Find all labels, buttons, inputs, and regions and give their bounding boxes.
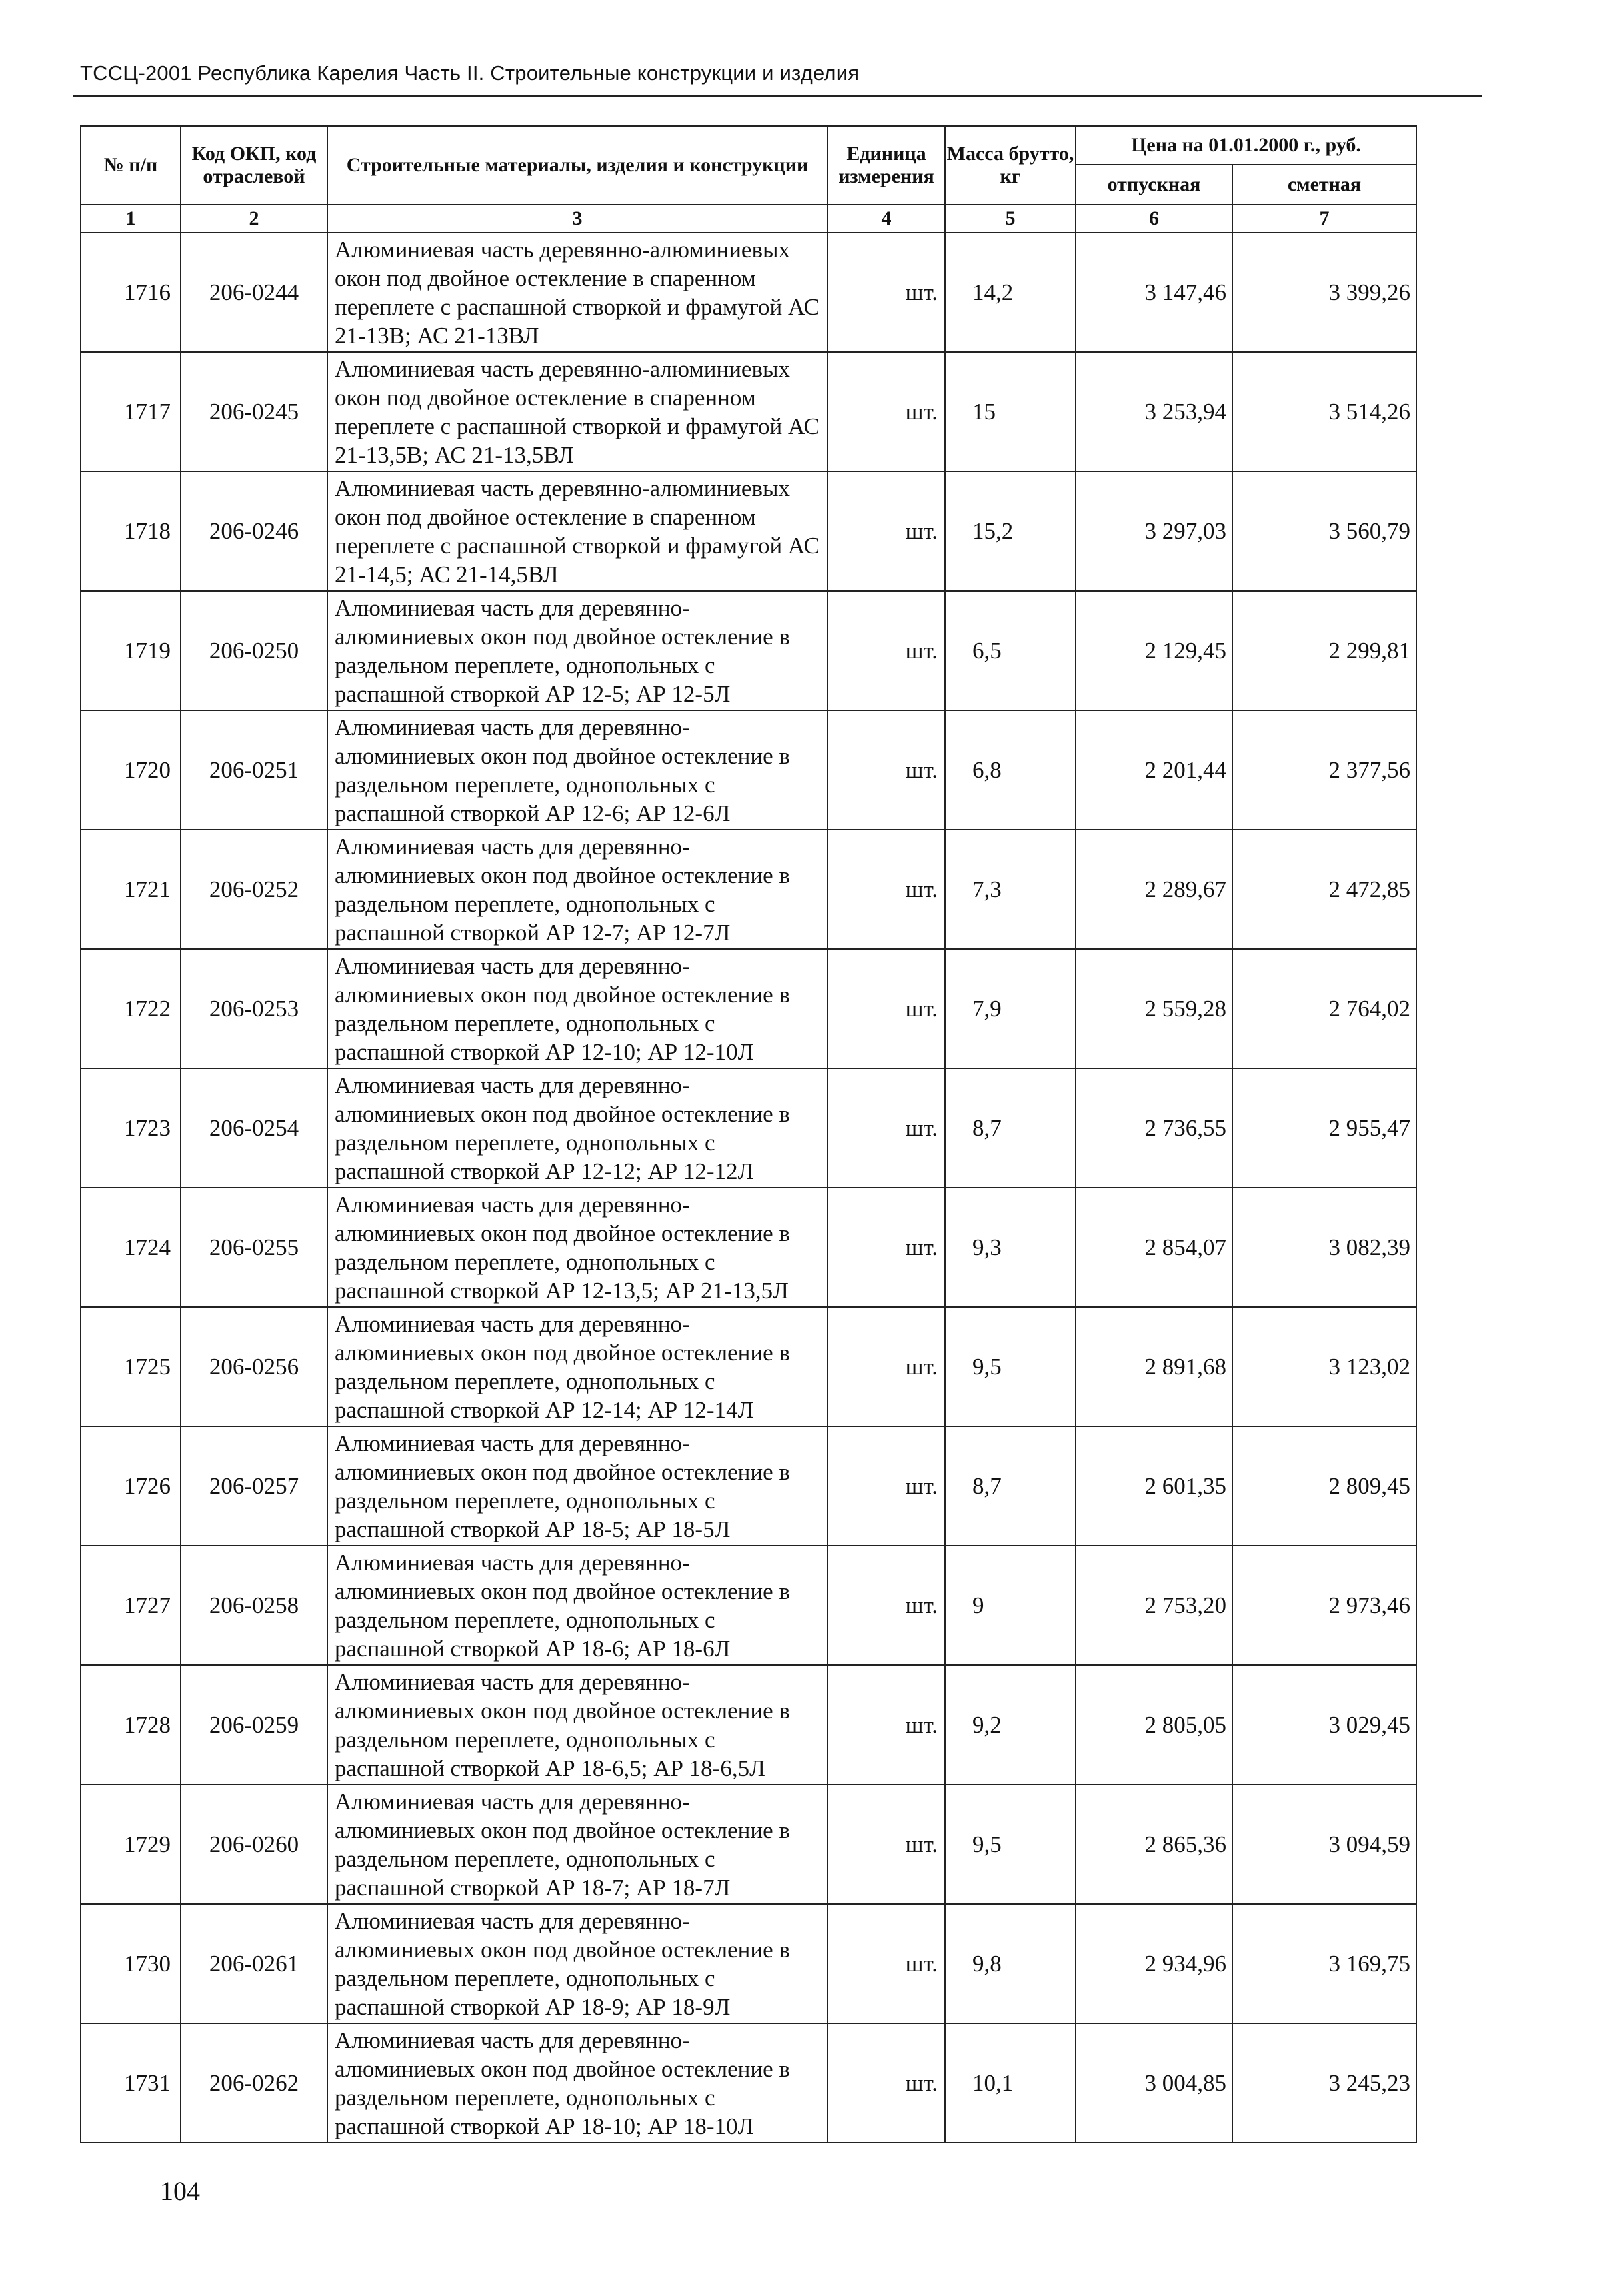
- okp-code: 206-0244: [181, 233, 327, 352]
- release-price: 3 147,46: [1076, 233, 1232, 352]
- column-number: 6: [1076, 205, 1232, 233]
- release-price: 2 201,44: [1076, 710, 1232, 830]
- release-price: 3 004,85: [1076, 2023, 1232, 2143]
- gross-mass: 9,3: [945, 1188, 1076, 1307]
- gross-mass: 9,8: [945, 1904, 1076, 2023]
- gross-mass: 9: [945, 1546, 1076, 1665]
- estimate-price: 3 094,59: [1232, 1785, 1416, 1904]
- okp-code: 206-0245: [181, 352, 327, 471]
- price-table: [80, 125, 1417, 2143]
- release-price: 2 934,96: [1076, 1904, 1232, 2023]
- column-number: 4: [828, 205, 945, 233]
- okp-code: 206-0253: [181, 949, 327, 1068]
- row-number: 1718: [81, 471, 181, 591]
- unit-of-measure: шт.: [828, 1665, 945, 1785]
- release-price: 2 736,55: [1076, 1068, 1232, 1188]
- unit-of-measure: шт.: [828, 830, 945, 949]
- unit-of-measure: шт.: [828, 352, 945, 471]
- material-description: Алюминиевая часть для деревянно-алюминиевых окон под двойное остекление в раздельном переплете, однопольных с распашной створкой АР 18-6,5; АР 18-6,5Л: [327, 1665, 828, 1785]
- column-number: 7: [1232, 205, 1416, 233]
- material-description: Алюминиевая часть для деревянно-алюминиевых окон под двойное остекление в раздельном переплете, однопольных с распашной створкой АР 18-5; АР 18-5Л: [327, 1426, 828, 1546]
- table-row: [81, 1904, 1416, 2023]
- material-description: Алюминиевая часть для деревянно-алюминиевых окон под двойное остекление в раздельном переплете, однопольных с распашной створкой АР 12-13,5; АР 21-13,5Л: [327, 1188, 828, 1307]
- material-description: Алюминиевая часть для деревянно-алюминиевых окон под двойное остекление в раздельном переплете, однопольных с распашной створкой АР 18-7; АР 18-7Л: [327, 1785, 828, 1904]
- gross-mass: 14,2: [945, 233, 1076, 352]
- release-price: 2 601,35: [1076, 1426, 1232, 1546]
- material-description: Алюминиевая часть для деревянно-алюминиевых окон под двойное остекление в раздельном переплете, однопольных с распашной створкой АР 18-9; АР 18-9Л: [327, 1904, 828, 2023]
- row-number: 1721: [81, 830, 181, 949]
- gross-mass: 15,2: [945, 471, 1076, 591]
- material-description: Алюминиевая часть деревянно-алюминиевых окон под двойное остекление в спаренном переплете с распашной створкой и фрамугой АС 21-14,5; АС 21-14,5ВЛ: [327, 471, 828, 591]
- unit-of-measure: шт.: [828, 1904, 945, 2023]
- column-number: 5: [945, 205, 1076, 233]
- row-number: 1731: [81, 2023, 181, 2143]
- table-header-row: [81, 126, 1416, 165]
- header-materials: Строительные материалы, изделия и конструкции: [327, 126, 828, 205]
- unit-of-measure: шт.: [828, 2023, 945, 2143]
- header-price-group: Цена на 01.01.2000 г., руб.: [1076, 126, 1416, 165]
- material-description: Алюминиевая часть для деревянно-алюминиевых окон под двойное остекление в раздельном переплете, однопольных с распашной створкой АР 12-6; АР 12-6Л: [327, 710, 828, 830]
- material-description: Алюминиевая часть для деревянно-алюминиевых окон под двойное остекление в раздельном переплете, однопольных с распашной створкой АР 12-10; АР 12-10Л: [327, 949, 828, 1068]
- estimate-price: 3 123,02: [1232, 1307, 1416, 1426]
- material-description: Алюминиевая часть для деревянно-алюминиевых окон под двойное остекление в раздельном переплете, однопольных с распашной створкой АР 12-14; АР 12-14Л: [327, 1307, 828, 1426]
- table-row: [81, 1785, 1416, 1904]
- gross-mass: 7,3: [945, 830, 1076, 949]
- table-row: [81, 1307, 1416, 1426]
- okp-code: 206-0260: [181, 1785, 327, 1904]
- table-row: [81, 2023, 1416, 2143]
- table-row: [81, 1426, 1416, 1546]
- table-row: [81, 1068, 1416, 1188]
- release-price: 2 289,67: [1076, 830, 1232, 949]
- release-price: 3 253,94: [1076, 352, 1232, 471]
- unit-of-measure: шт.: [828, 710, 945, 830]
- release-price: 3 297,03: [1076, 471, 1232, 591]
- table-row: [81, 471, 1416, 591]
- material-description: Алюминиевая часть для деревянно-алюминиевых окон под двойное остекление в раздельном переплете, однопольных с распашной створкой АР 18-6; АР 18-6Л: [327, 1546, 828, 1665]
- column-number: 3: [327, 205, 828, 233]
- material-description: Алюминиевая часть для деревянно-алюминиевых окон под двойное остекление в раздельном переплете, однопольных с распашной створкой АР 12-12; АР 12-12Л: [327, 1068, 828, 1188]
- table-row: [81, 1665, 1416, 1785]
- header-price-release: отпускная: [1076, 165, 1232, 205]
- unit-of-measure: шт.: [828, 1068, 945, 1188]
- estimate-price: 3 514,26: [1232, 352, 1416, 471]
- gross-mass: 6,5: [945, 591, 1076, 710]
- header-num: № п/п: [81, 126, 181, 205]
- material-description: Алюминиевая часть для деревянно-алюминиевых окон под двойное остекление в раздельном переплете, однопольных с распашной створкой АР 18-10; АР 18-10Л: [327, 2023, 828, 2143]
- header-price-estimate: сметная: [1232, 165, 1416, 205]
- gross-mass: 9,2: [945, 1665, 1076, 1785]
- release-price: 2 854,07: [1076, 1188, 1232, 1307]
- material-description: Алюминиевая часть для деревянно-алюминиевых окон под двойное остекление в раздельном переплете, однопольных с распашной створкой АР 12-5; АР 12-5Л: [327, 591, 828, 710]
- unit-of-measure: шт.: [828, 233, 945, 352]
- row-number: 1727: [81, 1546, 181, 1665]
- unit-of-measure: шт.: [828, 1785, 945, 1904]
- estimate-price: 3 245,23: [1232, 2023, 1416, 2143]
- okp-code: 206-0255: [181, 1188, 327, 1307]
- row-number: 1719: [81, 591, 181, 710]
- okp-code: 206-0246: [181, 471, 327, 591]
- gross-mass: 9,5: [945, 1785, 1076, 1904]
- unit-of-measure: шт.: [828, 1188, 945, 1307]
- column-number: 2: [181, 205, 327, 233]
- row-number: 1722: [81, 949, 181, 1068]
- okp-code: 206-0250: [181, 591, 327, 710]
- row-number: 1730: [81, 1904, 181, 2023]
- release-price: 2 805,05: [1076, 1665, 1232, 1785]
- table-row: [81, 1188, 1416, 1307]
- estimate-price: 3 029,45: [1232, 1665, 1416, 1785]
- row-number: 1729: [81, 1785, 181, 1904]
- gross-mass: 15: [945, 352, 1076, 471]
- gross-mass: 9,5: [945, 1307, 1076, 1426]
- table-row: [81, 1546, 1416, 1665]
- material-description: Алюминиевая часть деревянно-алюминиевых окон под двойное остекление в спаренном переплете с распашной створкой и фрамугой АС 21-13В; АС 21-13ВЛ: [327, 233, 828, 352]
- column-number-row: [81, 205, 1416, 233]
- gross-mass: 6,8: [945, 710, 1076, 830]
- header-mass: Масса брутто, кг: [945, 126, 1076, 205]
- page-number: 104: [160, 2176, 200, 2206]
- release-price: 2 865,36: [1076, 1785, 1232, 1904]
- estimate-price: 2 764,02: [1232, 949, 1416, 1068]
- material-description: Алюминиевая часть для деревянно-алюминиевых окон под двойное остекление в раздельном переплете, однопольных с распашной створкой АР 12-7; АР 12-7Л: [327, 830, 828, 949]
- estimate-price: 2 299,81: [1232, 591, 1416, 710]
- estimate-price: 2 955,47: [1232, 1068, 1416, 1188]
- release-price: 2 559,28: [1076, 949, 1232, 1068]
- row-number: 1716: [81, 233, 181, 352]
- unit-of-measure: шт.: [828, 1546, 945, 1665]
- unit-of-measure: шт.: [828, 1426, 945, 1546]
- table-row: [81, 352, 1416, 471]
- estimate-price: 2 377,56: [1232, 710, 1416, 830]
- okp-code: 206-0257: [181, 1426, 327, 1546]
- row-number: 1728: [81, 1665, 181, 1785]
- gross-mass: 8,7: [945, 1068, 1076, 1188]
- okp-code: 206-0258: [181, 1546, 327, 1665]
- table-row: [81, 591, 1416, 710]
- row-number: 1717: [81, 352, 181, 471]
- row-number: 1724: [81, 1188, 181, 1307]
- estimate-price: 3 169,75: [1232, 1904, 1416, 2023]
- header-unit: Единица измерения: [828, 126, 945, 205]
- unit-of-measure: шт.: [828, 1307, 945, 1426]
- column-number: 1: [81, 205, 181, 233]
- table-row: [81, 710, 1416, 830]
- row-number: 1723: [81, 1068, 181, 1188]
- material-description: Алюминиевая часть деревянно-алюминиевых окон под двойное остекление в спаренном переплете с распашной створкой и фрамугой АС 21-13,5В; АС 21-13,5ВЛ: [327, 352, 828, 471]
- gross-mass: 8,7: [945, 1426, 1076, 1546]
- okp-code: 206-0262: [181, 2023, 327, 2143]
- okp-code: 206-0256: [181, 1307, 327, 1426]
- okp-code: 206-0254: [181, 1068, 327, 1188]
- gross-mass: 7,9: [945, 949, 1076, 1068]
- table-row: [81, 830, 1416, 949]
- table-row: [81, 233, 1416, 352]
- estimate-price: 3 560,79: [1232, 471, 1416, 591]
- header-okp-code: Код ОКП, код отраслевой: [181, 126, 327, 205]
- row-number: 1726: [81, 1426, 181, 1546]
- estimate-price: 2 472,85: [1232, 830, 1416, 949]
- unit-of-measure: шт.: [828, 471, 945, 591]
- estimate-price: 3 082,39: [1232, 1188, 1416, 1307]
- estimate-price: 2 809,45: [1232, 1426, 1416, 1546]
- row-number: 1725: [81, 1307, 181, 1426]
- table-row: [81, 949, 1416, 1068]
- page-header-title: ТССЦ-2001 Республика Карелия Часть II. Строительные конструкции и изделия: [80, 61, 860, 85]
- release-price: 2 753,20: [1076, 1546, 1232, 1665]
- okp-code: 206-0259: [181, 1665, 327, 1785]
- estimate-price: 3 399,26: [1232, 233, 1416, 352]
- row-number: 1720: [81, 710, 181, 830]
- okp-code: 206-0252: [181, 830, 327, 949]
- estimate-price: 2 973,46: [1232, 1546, 1416, 1665]
- okp-code: 206-0261: [181, 1904, 327, 2023]
- unit-of-measure: шт.: [828, 949, 945, 1068]
- unit-of-measure: шт.: [828, 591, 945, 710]
- gross-mass: 10,1: [945, 2023, 1076, 2143]
- header-divider: [73, 95, 1482, 97]
- release-price: 2 891,68: [1076, 1307, 1232, 1426]
- release-price: 2 129,45: [1076, 591, 1232, 710]
- table-body: [81, 233, 1416, 2143]
- okp-code: 206-0251: [181, 710, 327, 830]
